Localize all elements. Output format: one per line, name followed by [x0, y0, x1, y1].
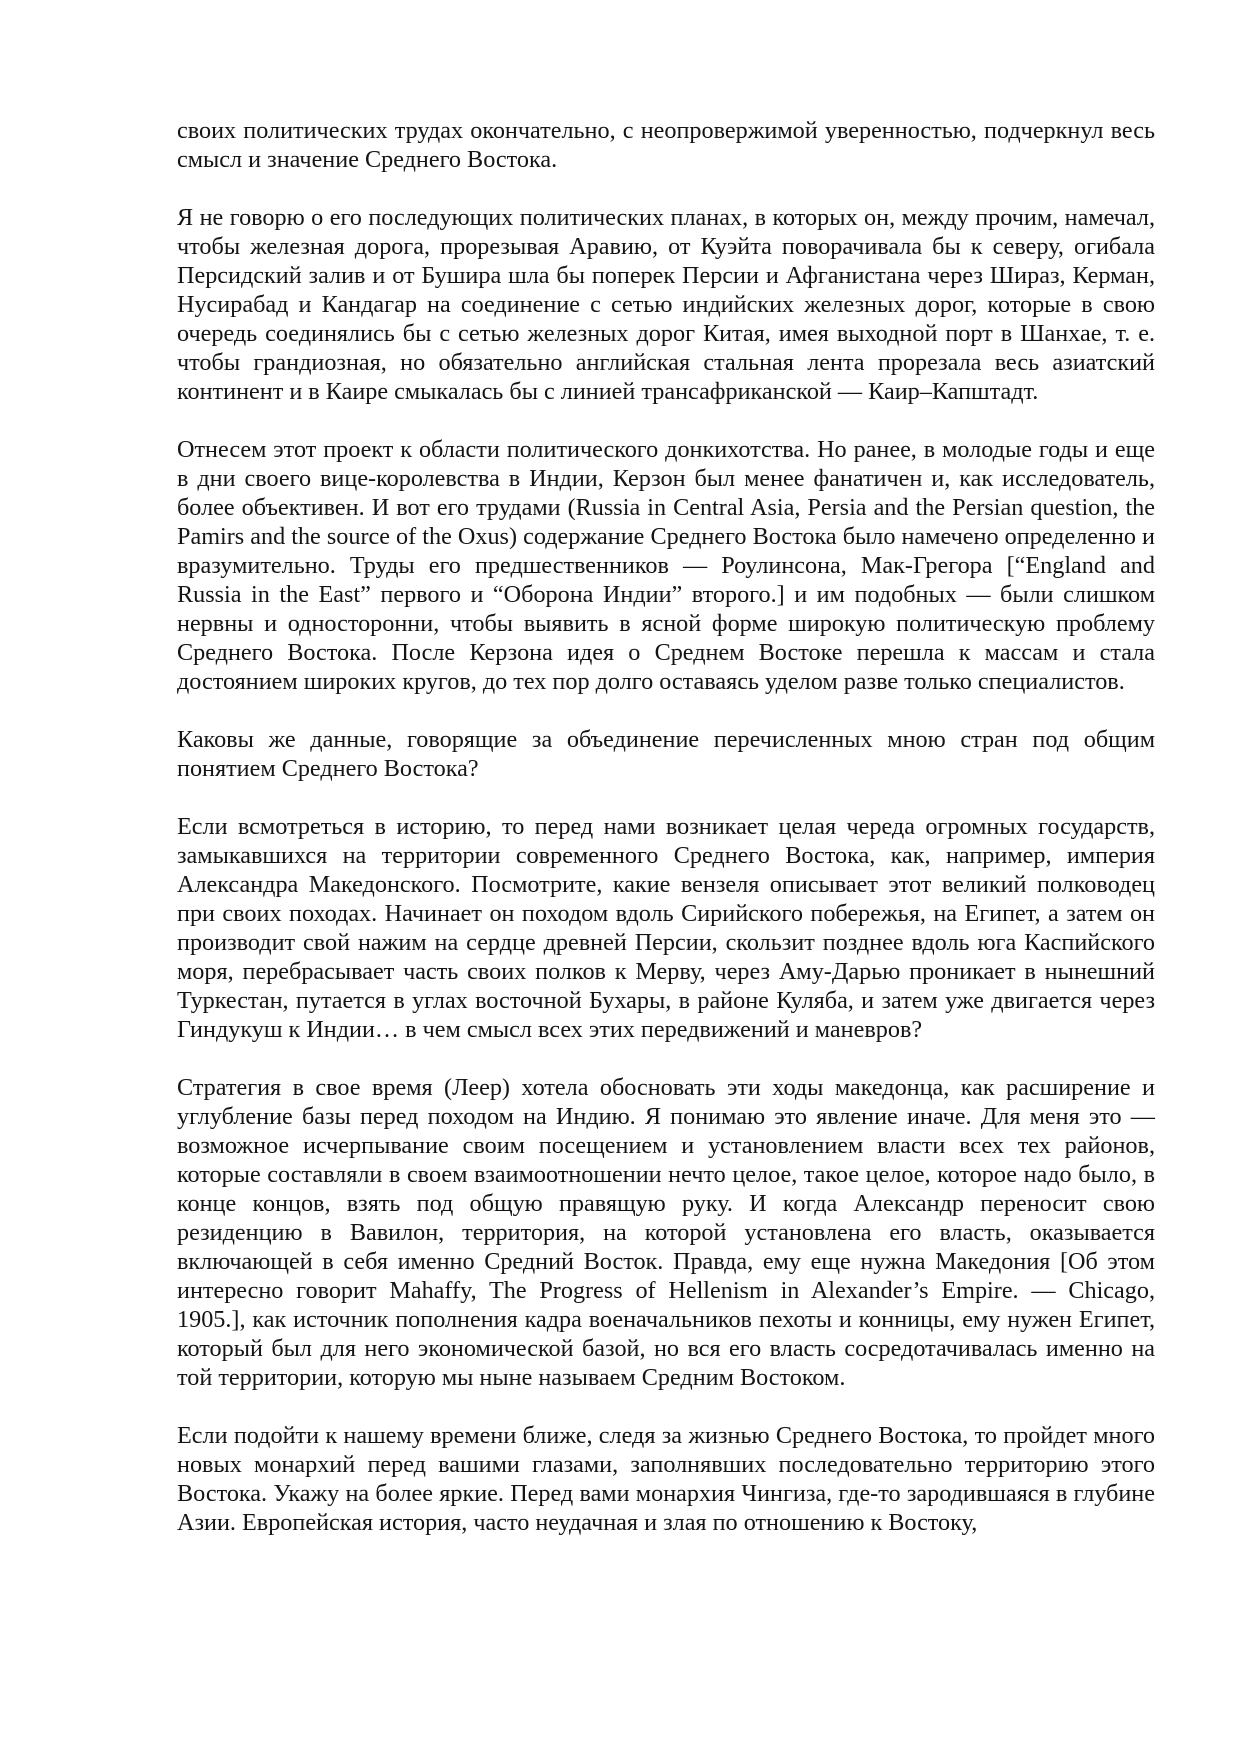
paragraph: Я не говорю о его последующих политических планах, в которых он, между прочим, намечал, чтобы железная дорога, прорезывая Аравию, от Куэйта поворачивала бы к северу, огибала Персидский залив и от Бушира шла бы поперек Персии и Афганистана через Шираз, Керман, Нусирабад и Кандагар на соединение с сетью индийских железных дорог, которые в свою очередь соединялись бы с сетью железных дорог Китая, имея выходной порт в Шанхае, т. е. чтобы грандиозная, но обязательно английская стальная лента прорезала весь азиатский континент и в Каире смыкалась бы с линией трансафриканской — Каир–Капштадт. [177, 204, 1155, 405]
paragraph: своих политических трудах окончательно, с неопровержимой уверенностью, подчеркнул весь смысл и значение Среднего Востока. [177, 117, 1155, 173]
paragraph: Стратегия в свое время (Леер) хотела обосновать эти ходы македонца, как расширение и углубление базы перед походом на Индию. Я понимаю это явление иначе. Для меня это — возможное исчерпывание своим посещением и установлением власти всех тех районов, которые составляли в своем взаимоотношении нечто целое, такое целое, которое надо было, в конце концов, взять под общую правящую руку. И когда Александр переносит свою резиденцию в Вавилон, территория, на которой установлена его власть, оказывается включающей в себя именно Средний Восток. Правда, ему еще нужна Македония [Об этом интересно говорит Mahaffy, The Progress of Hellenism in Alexander’s Empire. — Chicago, 1905.], как источник пополнения кадра военачальников пехоты и конницы, ему нужен Египет, который был для него экономической базой, но вся его власть сосредотачивалась именно на той территории, которую мы ныне называем Средним Востоком. [177, 1074, 1155, 1391]
paragraph: Если всмотреться в историю, то перед нами возникает целая череда огромных государств, замыкавшихся на территории современного Среднего Востока, как, например, империя Александра Македонского. Посмотрите, какие вензеля описывает этот великий полководец при своих походах. Начинает он походом вдоль Сирийского побережья, на Египет, а затем он производит свой нажим на сердце древней Персии, скользит позднее вдоль юга Каспийского моря, перебрасывает часть своих полков к Мерву, через Аму-Дарью проникает в нынешний Туркестан, путается в углах восточной Бухары, в районе Куляба, и затем уже двигается через Гиндукуш к Индии… в чем смысл всех этих передвижений и маневров? [177, 813, 1155, 1043]
paragraph: Если подойти к нашему времени ближе, следя за жизнью Среднего Востока, то пройдет много новых монархий перед вашими глазами, заполнявших последовательно территорию этого Востока. Укажу на более яркие. Перед вами монархия Чингиза, где-то зародившаяся в глубине Азии. Европейская история, часто неудачная и злая по отношению к Востоку, [177, 1422, 1155, 1536]
paragraph: Отнесем этот проект к области политического донкихотства. Но ранее, в молодые годы и еще в дни своего вице-королевства в Индии, Керзон был менее фанатичен и, как исследователь, более объективен. И вот его трудами (Russia in Central Asia, Persia and the Persian question, the Pamirs and the source of the Oxus) содержание Среднего Востока было намечено определенно и вразумительно. Труды его предшественников — Роулинсона, Мак-Грегора [“England and Russia in the East” первого и “Оборона Индии” второго.] и им подобных — были слишком нервны и односторонни, чтобы выявить в ясной форме широкую политическую проблему Среднего Востока. После Керзона идея о Среднем Востоке перешла к массам и стала достоянием широких кругов, до тех пор долго оставаясь уделом разве только специалистов. [177, 436, 1155, 695]
paragraph: Каковы же данные, говорящие за объединение перечисленных мною стран под общим понятием Среднего Востока? [177, 726, 1155, 782]
document-page [177, 116, 1155, 1537]
